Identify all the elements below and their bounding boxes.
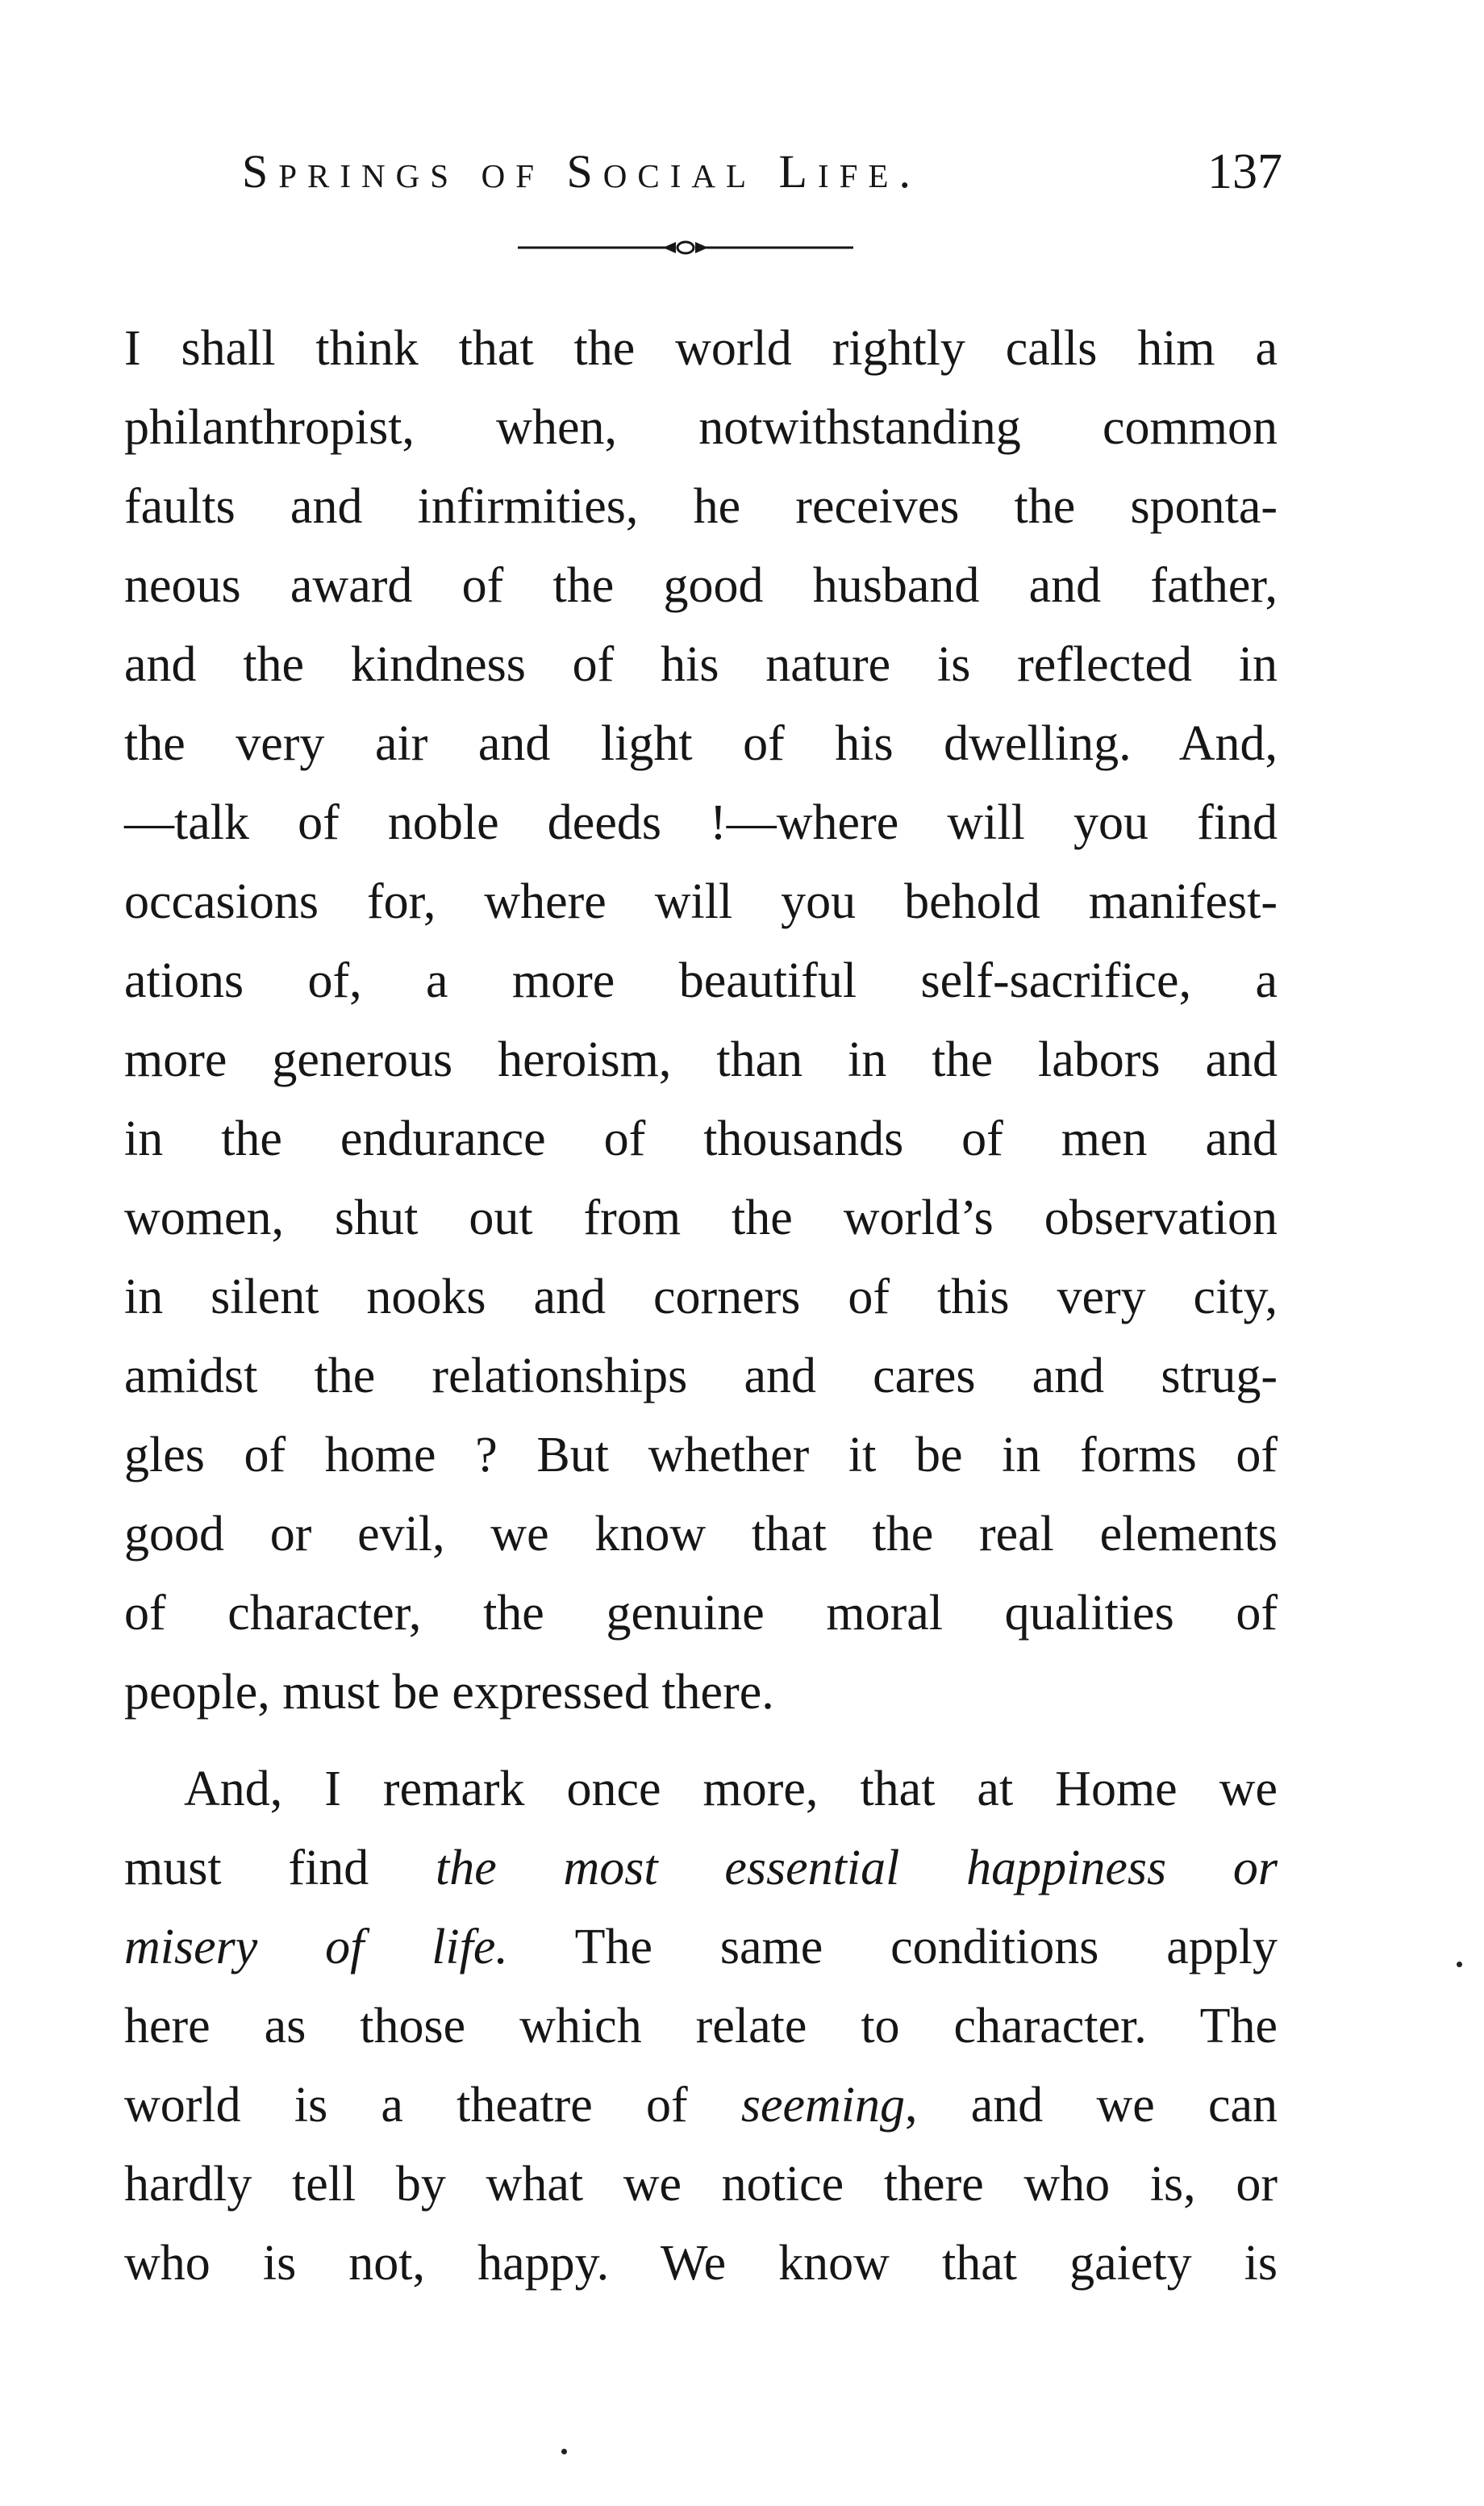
text-line <box>124 1836 1278 1900</box>
text-line <box>124 2073 1278 2137</box>
text-segment: —talk of noble deeds !—where will you find <box>124 795 1278 850</box>
text-segment: gles of home ? But whether it be in forms of <box>124 1428 1278 1482</box>
text-line <box>124 1581 1278 1645</box>
text-segment: amidst the relationships and cares and strug- <box>124 1349 1278 1403</box>
page-number: 137 <box>1207 144 1282 199</box>
stray-mark-bottom <box>561 2449 567 2454</box>
text-segment: philanthropist, when, notwithstanding common <box>124 400 1278 455</box>
text-segment: more generous heroism, than in the labors and <box>124 1032 1278 1087</box>
text-segment: and the kindness of his nature is reflected in <box>124 637 1278 692</box>
text-segment: good or evil, we know that the real elements <box>124 1507 1278 1562</box>
text-segment: world is a theatre of <box>124 2078 741 2133</box>
text-segment: hardly tell by what we notice there who is, or <box>124 2157 1278 2212</box>
text-line <box>124 1994 1278 2058</box>
italic-text-segment: seeming <box>740 2078 906 2133</box>
text-segment: neous award of the good husband and father, <box>124 558 1278 613</box>
text-line <box>124 1915 1278 1979</box>
text-line <box>124 316 1278 381</box>
running-head <box>242 136 1282 208</box>
text-line <box>124 1660 1278 1724</box>
text-line <box>124 1186 1278 1250</box>
text-segment: people, must be expressed there. <box>124 1665 774 1720</box>
ornament-rule-icon <box>518 236 853 260</box>
text-line <box>124 2152 1278 2216</box>
text-line <box>124 790 1278 855</box>
running-title: Springs of Social Life. <box>242 145 921 198</box>
text-line <box>124 395 1278 460</box>
text-segment: in the endurance of thousands of men and <box>124 1111 1278 1166</box>
text-line <box>124 949 1278 1013</box>
text-segment: of character, the genuine moral qualities of <box>124 1586 1278 1641</box>
italic-text-segment: misery of life. <box>124 1920 508 1974</box>
text-line <box>124 1107 1278 1171</box>
text-segment: And, I remark once more, that at Home we <box>184 1762 1278 1816</box>
italic-text-segment: the most essential happiness or <box>435 1841 1278 1895</box>
text-segment: I shall think that the world rightly calls him a <box>124 321 1278 376</box>
text-segment: the very air and light of his dwelling. And, <box>124 716 1278 771</box>
text-line <box>124 1028 1278 1092</box>
text-segment: must find <box>124 1841 436 1895</box>
text-segment: faults and infirmities, he receives the sponta- <box>124 479 1278 534</box>
text-segment: who is not, happy. We know that gaiety is <box>124 2236 1278 2291</box>
text-line <box>124 1265 1278 1329</box>
text-line <box>184 1757 1278 1821</box>
text-segment: , and we can <box>905 2078 1278 2133</box>
text-line <box>124 1423 1278 1487</box>
text-line <box>124 1502 1278 1566</box>
text-segment: in silent nooks and corners of this very city, <box>124 1270 1278 1324</box>
text-segment: occasions for, where will you behold manifest- <box>124 874 1278 929</box>
text-segment: here as those which relate to character. The <box>124 1999 1278 2054</box>
text-line <box>124 474 1278 539</box>
text-segment: women, shut out from the world’s observation <box>124 1190 1278 1245</box>
text-line <box>124 1344 1278 1408</box>
text-line <box>124 2231 1278 2295</box>
text-segment: ations of, a more beautiful self-sacrifice, a <box>124 953 1278 1008</box>
text-line <box>124 869 1278 934</box>
text-line <box>124 711 1278 776</box>
text-line <box>124 632 1278 697</box>
text-segment: The same conditions apply <box>507 1920 1278 1974</box>
text-line <box>124 553 1278 618</box>
stray-mark-right <box>1457 1962 1462 1967</box>
